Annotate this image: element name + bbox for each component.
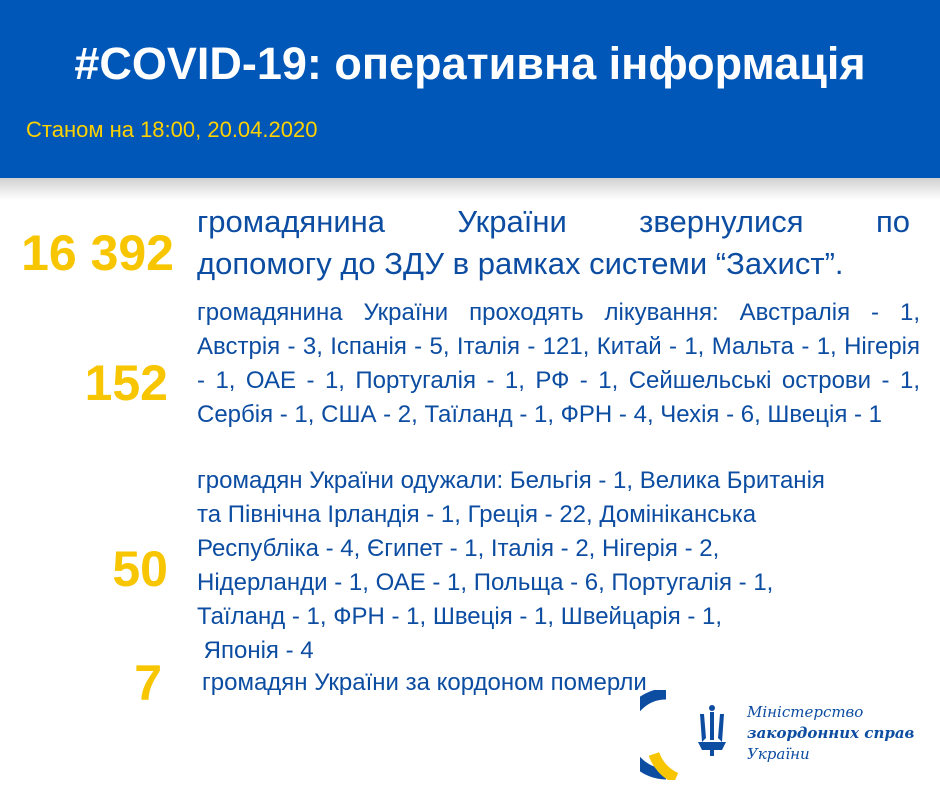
status-timestamp: Станом на 18:00, 20.04.2020	[26, 117, 318, 142]
stat-text-deceased: громадян України за кордоном померли	[202, 669, 647, 696]
stat-number-treatment: 152	[84, 355, 168, 411]
stat-text-recovered-line: Нідерланди - 1, ОАЕ - 1, Польща - 6, Португалія - 1,	[197, 569, 774, 596]
stat-text-recovered-line: Республіка - 4, Єгипет - 1, Італія - 2, Нігерія - 2,	[197, 535, 720, 562]
logo-line-ukraine: України	[747, 745, 810, 763]
trident-icon	[698, 705, 726, 756]
stat-number-recovered: 50	[112, 541, 168, 597]
stat-number-deceased: 7	[134, 655, 162, 711]
stat-text-recovered-line: Таїланд - 1, ФРН - 1, Швеція - 1, Швейцарія - 1,	[197, 603, 723, 630]
stat-text-recovered-line: Японія - 4	[197, 637, 314, 664]
stat-text-recovered	[197, 464, 932, 668]
stat-number-appeals: 16 392	[21, 225, 174, 281]
logo-line-foreign-affairs: закордонних справ	[747, 724, 915, 742]
stat-text-appeals-line2: допомогу до ЗДУ в рамках системи “Захист”.	[197, 246, 844, 281]
stat-text-treatment: громадянина України проходять лікування: Австралія - 1, Австрія - 3, Іспанія - 5, Італія - 121, Китай - 1, Мальта - 1, Нігерія - 1, ОАЕ - 1, Португалія - 1, РФ - 1, Сейшельські острови - 1, Сербія - 1, США - 2, Таїланд - 1, ФРН - 4, Чехія - 6, Швеція - 1	[197, 299, 920, 428]
stat-text-recovered-line: громадян України одужали: Бельгія - 1, Велика Британія	[197, 467, 825, 494]
ministry-logo-text	[747, 702, 914, 765]
header-shadow	[0, 178, 940, 200]
stat-text-appeals-line1: громадянина України звернулися по	[197, 204, 910, 239]
stat-text-recovered-line: та Північна Ірландія - 1, Греція - 22, Домініканська	[197, 501, 757, 528]
logo-line-ministry: Міністерство	[747, 703, 864, 721]
page-title: #COVID-19: оперативна інформація	[74, 38, 866, 89]
